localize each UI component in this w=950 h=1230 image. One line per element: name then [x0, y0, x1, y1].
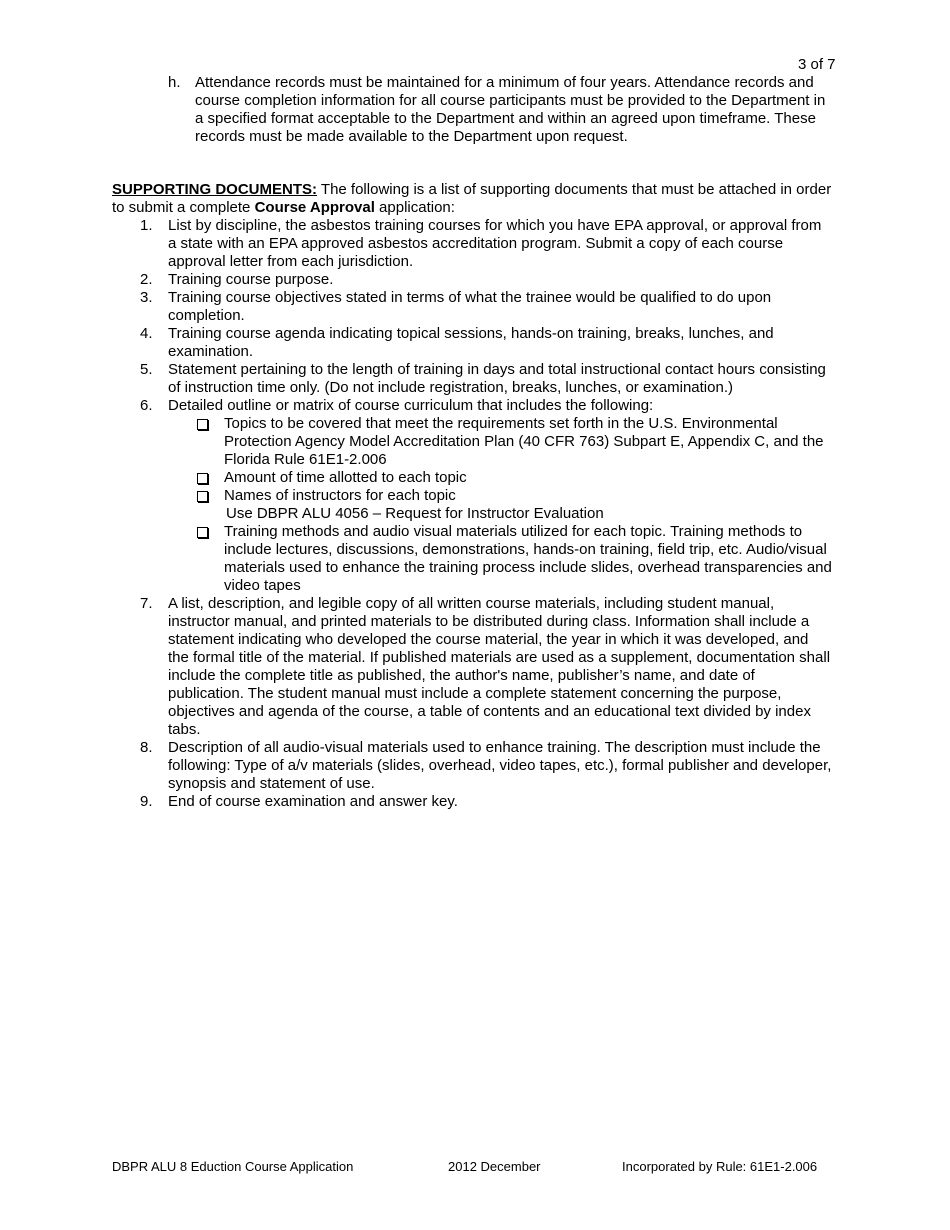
- list-item-text: A list, description, and legible copy of all written course materials, including student manual, instructor manual, and printed materials to be distributed during class. Information shall include a statement indicating who developed the course material, the year in which it was developed, and the formal title of the material. If published materials are used as a supplement, documentation shall include the complete title as published, the author's name, publisher’s name, and date of publication. The student manual must include a complete statement concerning the purpose, objectives and agenda of the course, a table of contents and an educational text divided by index tabs.: [168, 595, 831, 738]
- list-item: [112, 397, 832, 595]
- list-item: [112, 325, 832, 361]
- footer-form-name: DBPR ALU 8 Eduction Course Application: [112, 1159, 354, 1174]
- supporting-intro: [112, 181, 832, 217]
- checkbox-bullet-icon: [197, 419, 208, 430]
- list-item-text: Training course purpose.: [168, 271, 334, 288]
- list-item-text: Statement pertaining to the length of training in days and total instructional contact hours consisting of instruction time only. (Do not include registration, breaks, lunches, or examination.): [168, 361, 826, 396]
- intro-text-end: application:: [374, 199, 455, 216]
- list-number: 7.: [140, 595, 153, 612]
- list-item-text: Training course objectives stated in terms of what the trainee would be qualified to do upon completion.: [168, 289, 772, 324]
- list-item: [112, 739, 832, 793]
- checkbox-bullet-icon: [197, 527, 208, 538]
- sub-list-item-text: Training methods and audio visual materials utilized for each topic. Training methods to include lectures, discussions, demonstrations, hands-on training, field trip, etc. Audio/visual materials used to enhance the training process include slides, overhead transparencies and video tapes: [224, 523, 832, 594]
- list-item-text: List by discipline, the asbestos training courses for which you have EPA approval, or approval from a state with an EPA approved asbestos accreditation program. Submit a copy of each course approval letter from each jurisdiction.: [168, 217, 822, 270]
- supporting-heading: SUPPORTING DOCUMENTS:: [112, 181, 318, 198]
- sub-list-item: [168, 469, 832, 487]
- checkbox-bullet-icon: [197, 473, 208, 484]
- instructor-evaluation-note: Use DBPR ALU 4056 – Request for Instructor Evaluation: [226, 505, 604, 522]
- sub-list-item: [168, 415, 832, 469]
- list-number: 3.: [140, 289, 153, 306]
- supporting-documents-section: [112, 181, 832, 811]
- list-number: 2.: [140, 271, 153, 288]
- list-number: 1.: [140, 217, 153, 234]
- sub-list-item-text: Names of instructors for each topic: [224, 487, 456, 504]
- attendance-records-item: [168, 74, 828, 146]
- sub-list-item-text: Amount of time allotted to each topic: [224, 469, 467, 486]
- list-number: 9.: [140, 793, 153, 810]
- list-item: [112, 793, 832, 811]
- list-number: 6.: [140, 397, 153, 414]
- list-item: [112, 271, 832, 289]
- item-marker: h.: [168, 74, 181, 91]
- page-number: 3 of 7: [798, 56, 836, 73]
- intro-text: The following is a list of supporting documents that must be attached in order to submit a complete: [112, 181, 832, 216]
- list-number: 5.: [140, 361, 153, 378]
- list-item-text: Training course agenda indicating topical sessions, hands-on training, breaks, lunches, and examination.: [168, 325, 774, 360]
- footer-date: 2012 December: [448, 1159, 541, 1174]
- list-item-text: Description of all audio-visual materials used to enhance training. The description must include the following: Type of a/v materials (slides, overhead, video tapes, etc.), formal publisher and developer, synopsis and statement of use.: [168, 739, 832, 792]
- supporting-documents-list: [112, 217, 832, 811]
- list-item: [112, 595, 832, 739]
- list-number: 8.: [140, 739, 153, 756]
- sub-list-item: [168, 523, 832, 595]
- checkbox-bullet-icon: [197, 491, 208, 502]
- course-approval-text: Course Approval: [254, 199, 375, 216]
- list-number: 4.: [140, 325, 153, 342]
- sub-list-item: [168, 487, 832, 505]
- curriculum-sub-list: [168, 415, 832, 505]
- list-item: [112, 217, 832, 271]
- sub-list-item-text: Topics to be covered that meet the requirements set forth in the U.S. Environmental Protection Agency Model Accreditation Plan (40 CFR 763) Subpart E, Appendix C, and the Florida Rule 61E1-2.006: [224, 415, 824, 468]
- list-item-text: End of course examination and answer key.: [168, 793, 458, 810]
- item-text: Attendance records must be maintained for a minimum of four years. Attendance records and course completion information for all course participants must be provided to the Department in a specified format acceptable to the Department and within an agreed upon timeframe. These records must be made available to the Department upon request.: [195, 74, 826, 145]
- list-item-text: Detailed outline or matrix of course curriculum that includes the following:: [168, 397, 654, 414]
- list-item: [112, 361, 832, 397]
- list-item: [112, 289, 832, 325]
- curriculum-sub-list-continued: [168, 523, 832, 595]
- footer-rule: Incorporated by Rule: 61E1-2.006: [622, 1159, 818, 1174]
